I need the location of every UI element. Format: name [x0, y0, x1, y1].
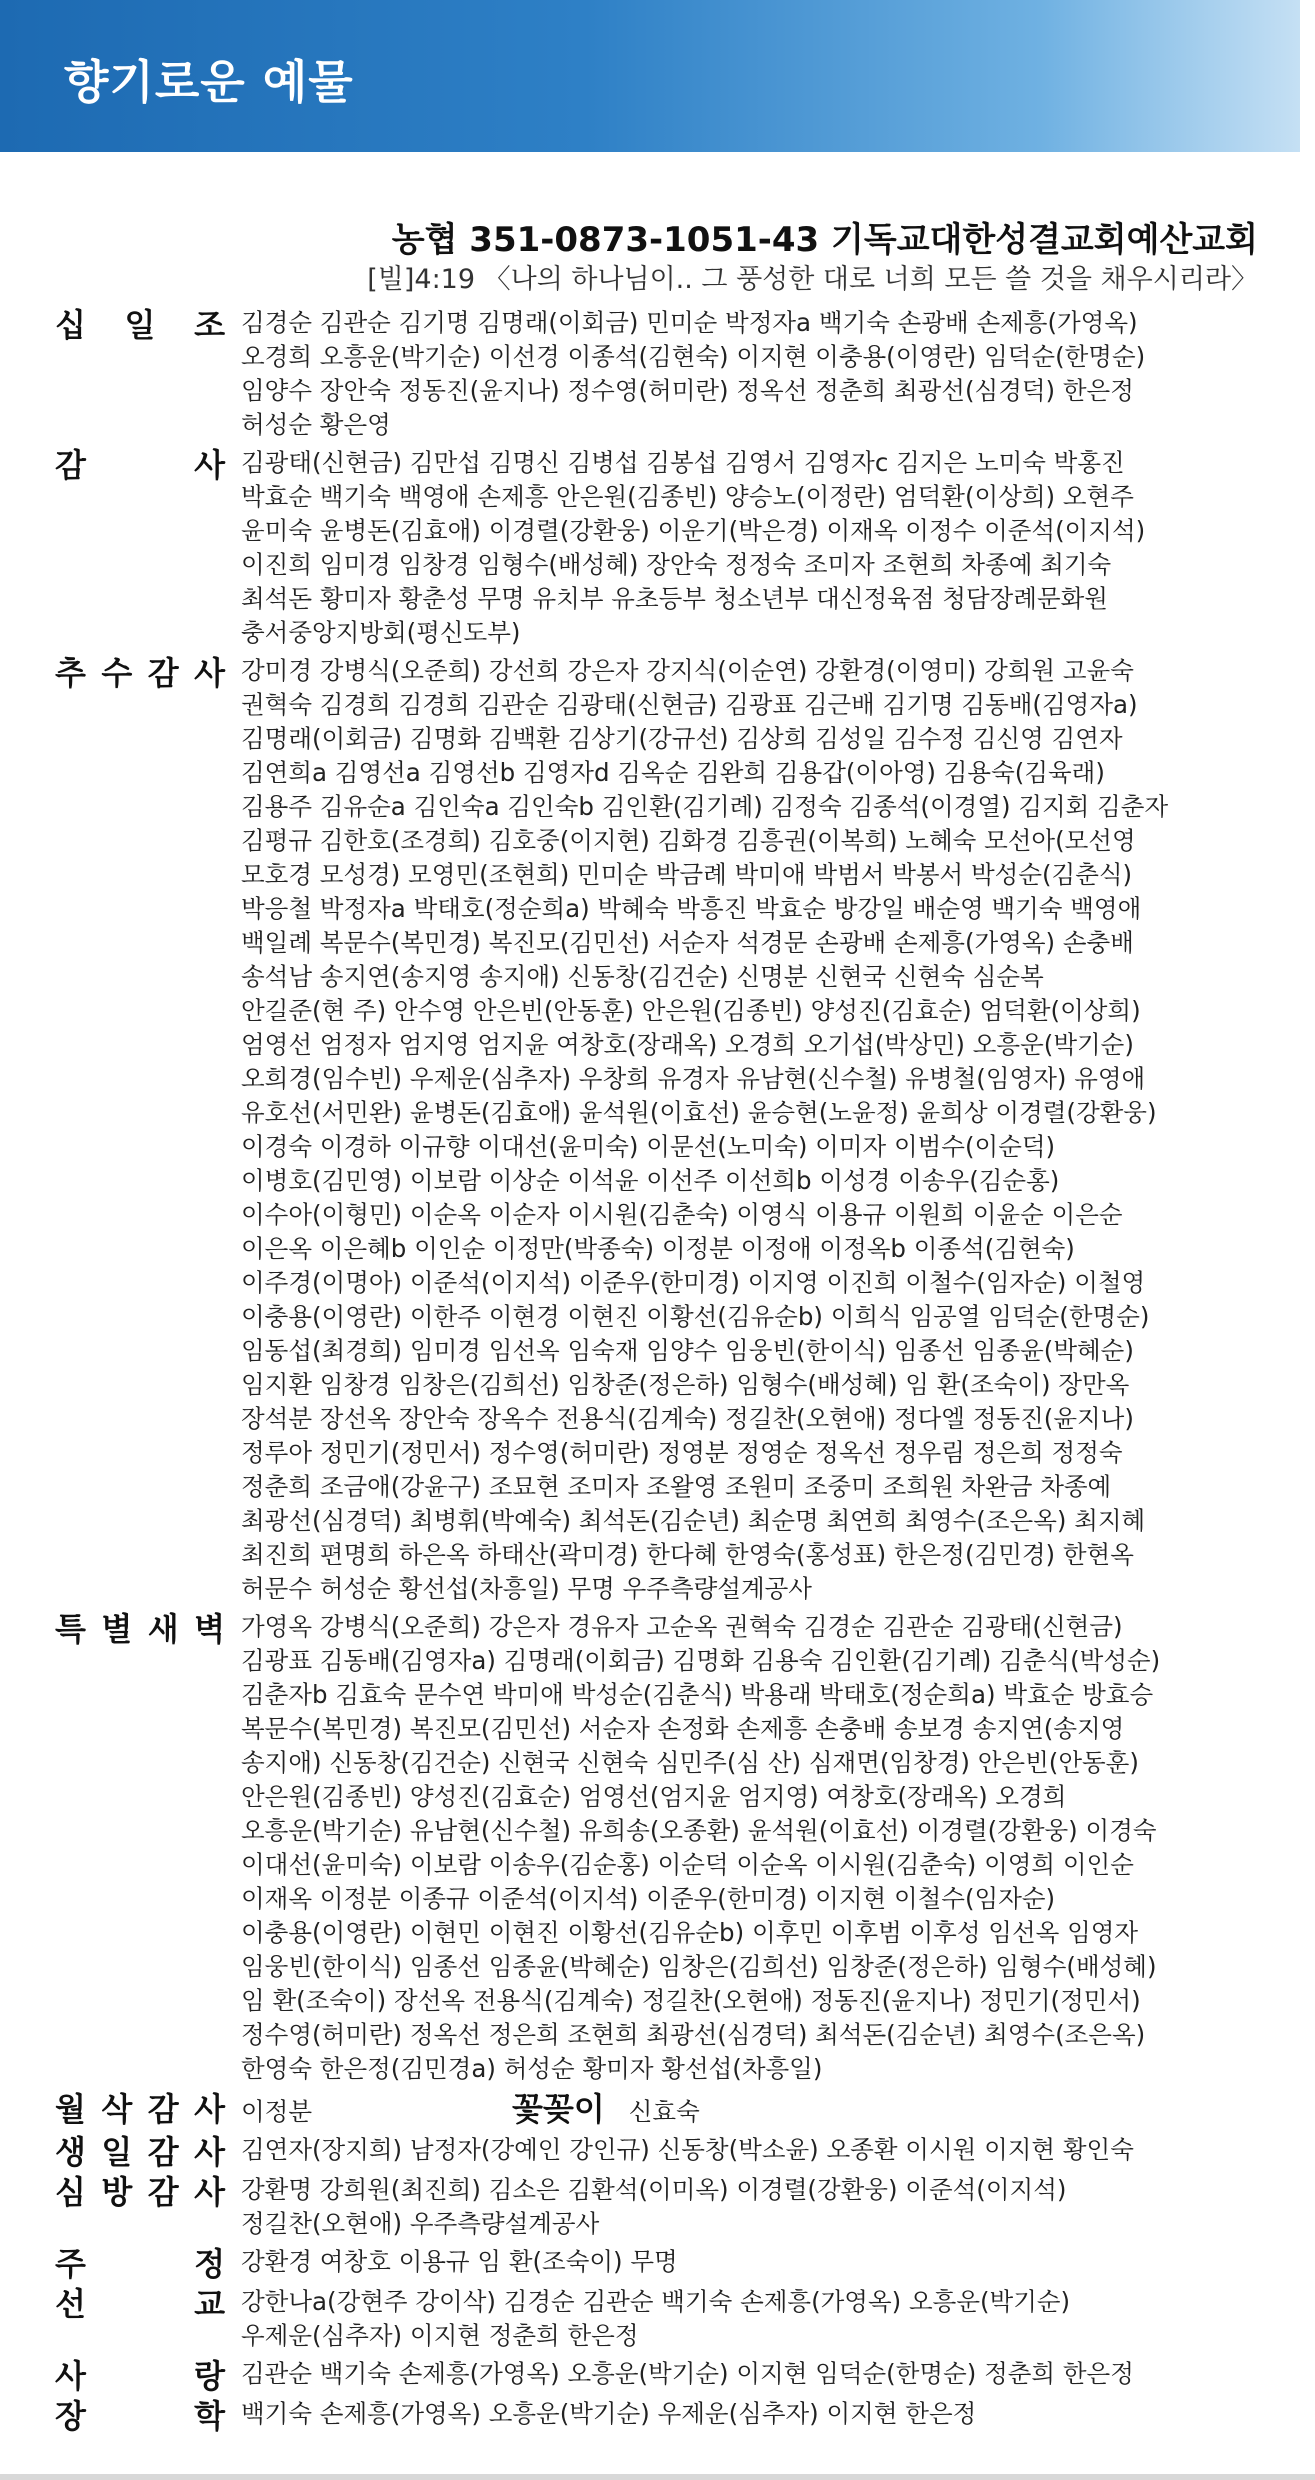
donor-line: 이대선(윤미숙) 이보람 이송우(김순홍) 이순덕 이순옥 이시원(김춘숙) 이영희 이인순	[241, 1850, 1134, 1879]
donor-line: 김광표 김동배(김영자a) 김명래(이회금) 김명화 김용숙 김인환(김기례) 김춘식(박성순)	[241, 1646, 1161, 1675]
donor-line: 이재옥 이정분 이종규 이준석(이지석) 이준우(한미경) 이지현 이철수(임자순)	[241, 1884, 1056, 1913]
section-label: 선 교	[55, 2285, 225, 2323]
donor-line: 이충용(이영란) 이한주 이현경 이현진 이황선(김유순b) 이희식 임공열 임덕순(한명순)	[241, 1302, 1150, 1331]
donor-line: 송석남 송지연(송지영 송지애) 신동창(김건순) 신명분 신현국 신현숙 심순복	[241, 962, 1044, 991]
donor-line: 김평규 김한호(조경희) 김호중(이지현) 김화경 김흥권(이복희) 노혜숙 모선아(모선영	[241, 826, 1136, 855]
donor-line: 우제운(심추자) 이지현 정춘희 한은정	[241, 2321, 639, 2350]
donor-line: 이경숙 이경하 이규향 이대선(윤미숙) 이문선(노미숙) 이미자 이범수(이순덕)	[241, 1132, 1056, 1161]
offering-section	[55, 1610, 1265, 2086]
donor-line: 김관순 백기숙 손제흥(가영옥) 오흥운(박기순) 이지현 임덕순(한명순) 정춘희 한은정	[241, 2359, 1134, 2388]
donor-line: 이주경(이명아) 이준석(이지석) 이준우(한미경) 이지영 이진희 이철수(임자순) 이철영	[241, 1268, 1146, 1297]
offering-section	[55, 2133, 1265, 2169]
header-banner	[0, 0, 1300, 152]
offering-section	[55, 2173, 1265, 2241]
offering-list	[55, 306, 1265, 2437]
bottom-divider	[0, 2474, 1315, 2480]
section-label: 생 일 감 사	[55, 2133, 225, 2171]
monthly-names: 이정분	[241, 2097, 313, 2126]
donor-names	[241, 2173, 1265, 2241]
bank-account: 농협 351-0873-1051-43 기독교대한성결교회예산교회	[391, 220, 1258, 260]
donor-line: 임양수 장안숙 정동진(윤지나) 정수영(허미란) 정옥선 정춘희 최광선(심경덕) 한은정	[241, 376, 1134, 405]
section-label: 특 별 새 벽	[55, 1610, 225, 1648]
donor-line: 한영숙 한은정(김민경a) 허성순 황미자 황선섭(차흥일)	[241, 2054, 823, 2083]
donor-line: 강한나a(강현주 강이삭) 김경순 김관순 백기숙 손제흥(가영옥) 오흥운(박기순)	[241, 2287, 1071, 2316]
section-label: 월 삭 감 사	[55, 2090, 225, 2128]
donor-line: 박응철 박정자a 박태호(정순희a) 박혜숙 박흥진 박효순 방강일 배순영 백기숙 백영애	[241, 894, 1142, 923]
donor-line: 복문수(복민경) 복진모(김민선) 서순자 손정화 손제흥 손충배 송보경 송지연(송지영	[241, 1714, 1125, 1743]
donor-line: 충서중앙지방회(평신도부)	[241, 618, 521, 647]
offering-section	[55, 2357, 1265, 2393]
donor-names	[241, 654, 1265, 1606]
donor-line: 오경희 오흥운(박기순) 이선경 이종석(김현숙) 이지현 이충용(이영란) 임덕순(한명순)	[241, 342, 1146, 371]
donor-line: 김춘자b 김효숙 문수연 박미애 박성순(김춘식) 박용래 박태호(정순희a) 박효순 방효승	[241, 1680, 1154, 1709]
donor-line: 임지환 임창경 임창은(김희선) 임창준(정은하) 임형수(배성혜) 임 환(조숙이) 장만옥	[241, 1370, 1130, 1399]
donor-line: 송지애) 신동창(김건순) 신현국 신현숙 심민주(심 산) 심재면(임창경) 안은빈(안동훈)	[241, 1748, 1139, 1777]
donor-line: 정춘희 조금애(강윤구) 조묘현 조미자 조왈영 조원미 조중미 조희원 차완금 차종예	[241, 1472, 1112, 1501]
donor-line: 오흥운(박기순) 유남현(신수철) 유희송(오종환) 윤석원(이효선) 이경렬(강환웅) 이경숙	[241, 1816, 1157, 1845]
donor-line: 김광태(신현금) 김만섭 김명신 김병섭 김봉섭 김영서 김영자c 김지은 노미숙 박홍진	[241, 448, 1125, 477]
donor-line: 이진희 임미경 임창경 임형수(배성혜) 장안숙 정정숙 조미자 조현희 차종예 최기숙	[241, 550, 1112, 579]
donor-names	[241, 306, 1265, 442]
donor-line: 최진희 편명희 하은옥 하태산(곽미경) 한다혜 한영숙(홍성표) 한은정(김민경) 한현옥	[241, 1540, 1134, 1569]
donor-line: 정루아 정민기(정민서) 정수영(허미란) 정영분 정영순 정옥선 정우림 정은희 정정숙	[241, 1438, 1123, 1467]
donor-names	[241, 2397, 1265, 2433]
flower-label: 꽃꽂이	[512, 2090, 605, 2128]
page-title: 향기로운 예물	[64, 55, 354, 109]
donor-line: 강미경 강병식(오준희) 강선희 강은자 강지식(이순연) 강환경(이영미) 강희원 고윤숙	[241, 656, 1134, 685]
donor-line: 박효순 백기숙 백영애 손제흥 안은원(김종빈) 양승노(이정란) 엄덕환(이상희) 오현주	[241, 482, 1134, 511]
donor-line: 윤미숙 윤병돈(김효애) 이경렬(강환웅) 이운기(박은경) 이재옥 이정수 이준석(이지석)	[241, 516, 1146, 545]
donor-names	[241, 2133, 1265, 2169]
donor-line: 권혁숙 김경희 김경희 김관순 김광태(신현금) 김광표 김근배 김기명 김동배(김영자a)	[241, 690, 1138, 719]
donor-names	[241, 2285, 1265, 2353]
donor-names	[241, 2245, 1265, 2281]
offering-section	[55, 2245, 1265, 2281]
section-label: 추 수 감 사	[55, 654, 225, 692]
offering-section	[55, 2285, 1265, 2353]
section-label: 십 일 조	[55, 306, 225, 344]
donor-line: 이은옥 이은혜b 이인순 이정만(박종숙) 이정분 이정애 이정옥b 이종석(김현숙)	[241, 1234, 1075, 1263]
donor-line: 강환명 강희원(최진희) 김소은 김환석(이미옥) 이경렬(강환웅) 이준석(이지석)	[241, 2175, 1067, 2204]
donor-line: 이병호(김민영) 이보람 이상순 이석윤 이선주 이선희b 이성경 이송우(김순홍)	[241, 1166, 1060, 1195]
donor-line: 엄영선 엄정자 엄지영 엄지윤 여창호(장래옥) 오경희 오기섭(박상민) 오흥운(박기순)	[241, 1030, 1134, 1059]
donor-line: 백일례 복문수(복민경) 복진모(김민선) 서순자 석경문 손광배 손제흥(가영옥) 손충배	[241, 928, 1134, 957]
donor-line: 김용주 김유순a 김인숙a 김인숙b 김인환(김기례) 김정숙 김종석(이경열) 김지회 김춘자	[241, 792, 1169, 821]
donor-line: 임웅빈(한이식) 임종선 임종윤(박혜순) 임창은(김희선) 임창준(정은하) 임형수(배성혜)	[241, 1952, 1157, 1981]
donor-line: 정길찬(오현애) 우주측량설계공사	[241, 2209, 600, 2238]
donor-line: 허성순 황은영	[241, 410, 391, 439]
donor-line: 유호선(서민완) 윤병돈(김효애) 윤석원(이효선) 윤승현(노윤정) 윤희상 이경렬(강환웅)	[241, 1098, 1157, 1127]
donor-line: 김명래(이회금) 김명화 김백환 김상기(강규선) 김상희 김성일 김수정 김신영 김연자	[241, 724, 1123, 753]
donor-line: 모호경 모성경) 모영민(조현희) 민미순 박금례 박미애 박범서 박봉서 박성순(김춘식)	[241, 860, 1133, 889]
donor-line: 최석돈 황미자 황춘성 무명 유치부 유초등부 청소년부 대신정육점 청담장례문화원	[241, 584, 1108, 613]
section-label: 장 학	[55, 2397, 225, 2435]
donor-names	[241, 446, 1265, 650]
offering-section	[55, 306, 1265, 442]
donor-line: 백기숙 손제흥(가영옥) 오흥운(박기순) 우제운(심추자) 이지현 한은정	[241, 2399, 977, 2428]
offering-section	[55, 654, 1265, 1606]
bible-verse: [빌]4:19 〈나의 하나님이.. 그 풍성한 대로 너희 모든 쓸 것을 채우시리라〉	[367, 264, 1258, 295]
donor-line: 장석분 장선옥 장안숙 장옥수 전용식(김계숙) 정길찬(오현애) 정다엘 정동진(윤지나)	[241, 1404, 1134, 1433]
donor-line: 이충용(이영란) 이현민 이현진 이황선(김유순b) 이후민 이후범 이후성 임선옥 임영자	[241, 1918, 1139, 1947]
donor-line: 이수아(이형민) 이순옥 이순자 이시원(김춘숙) 이영식 이용규 이원희 이윤순 이은순	[241, 1200, 1123, 1229]
donor-line: 최광선(심경덕) 최병휘(박예숙) 최석돈(김순년) 최순명 최연희 최영수(조은옥) 최지혜	[241, 1506, 1146, 1535]
donor-line: 정수영(허미란) 정옥선 정은희 조현희 최광선(심경덕) 최석돈(김순년) 최영수(조은옥)	[241, 2020, 1146, 2049]
section-label: 주 정	[55, 2245, 225, 2283]
donor-line: 가영옥 강병식(오준희) 강은자 경유자 고순옥 권혁숙 김경순 김관순 김광태(신현금)	[241, 1612, 1123, 1641]
donor-names	[241, 1610, 1265, 2086]
section-label: 사 랑	[55, 2357, 225, 2395]
section-label: 심 방 감 사	[55, 2173, 225, 2211]
donor-line: 임 환(조숙이) 장선옥 전용식(김계숙) 정길찬(오현애) 정동진(윤지나) 정민기(정민서)	[241, 1986, 1141, 2015]
offering-section	[55, 446, 1265, 650]
flower-names: 신효숙	[628, 2097, 700, 2126]
donor-line: 김연자(장지희) 남정자(강예인 강인규) 신동창(박소윤) 오종환 이시원 이지현 황인숙	[241, 2135, 1134, 2164]
donor-line: 김연희a 김영선a 김영선b 김영자d 김옥순 김완희 김용갑(이아영) 김용숙(김육래)	[241, 758, 1105, 787]
donor-line: 안은원(김종빈) 양성진(김효순) 엄영선(엄지윤 엄지영) 여창호(장래옥) 오경희	[241, 1782, 1067, 1811]
donor-line: 강환경 여창호 이용규 임 환(조숙이) 무명	[241, 2247, 678, 2276]
donor-names	[241, 2357, 1265, 2393]
donor-line: 임동섭(최경희) 임미경 임선옥 임숙재 임양수 임웅빈(한이식) 임종선 임종윤(박혜순)	[241, 1336, 1134, 1365]
offering-section	[55, 2397, 1265, 2433]
donor-line: 김경순 김관순 김기명 김명래(이회금) 민미순 박정자a 백기숙 손광배 손제흥(가영옥)	[241, 308, 1138, 337]
donor-line: 안길준(현 주) 안수영 안은빈(안동훈) 안은원(김종빈) 양성진(김효순) 엄덕환(이상희)	[241, 996, 1141, 1025]
monthly-section	[55, 2090, 1265, 2129]
donor-line: 오희경(임수빈) 우제운(심추자) 우창희 유경자 유남현(신수철) 유병철(임영자) 유영애	[241, 1064, 1146, 1093]
section-label: 감 사	[55, 446, 225, 484]
donor-line: 허문수 허성순 황선섭(차흥일) 무명 우주측량설계공사	[241, 1574, 812, 1603]
